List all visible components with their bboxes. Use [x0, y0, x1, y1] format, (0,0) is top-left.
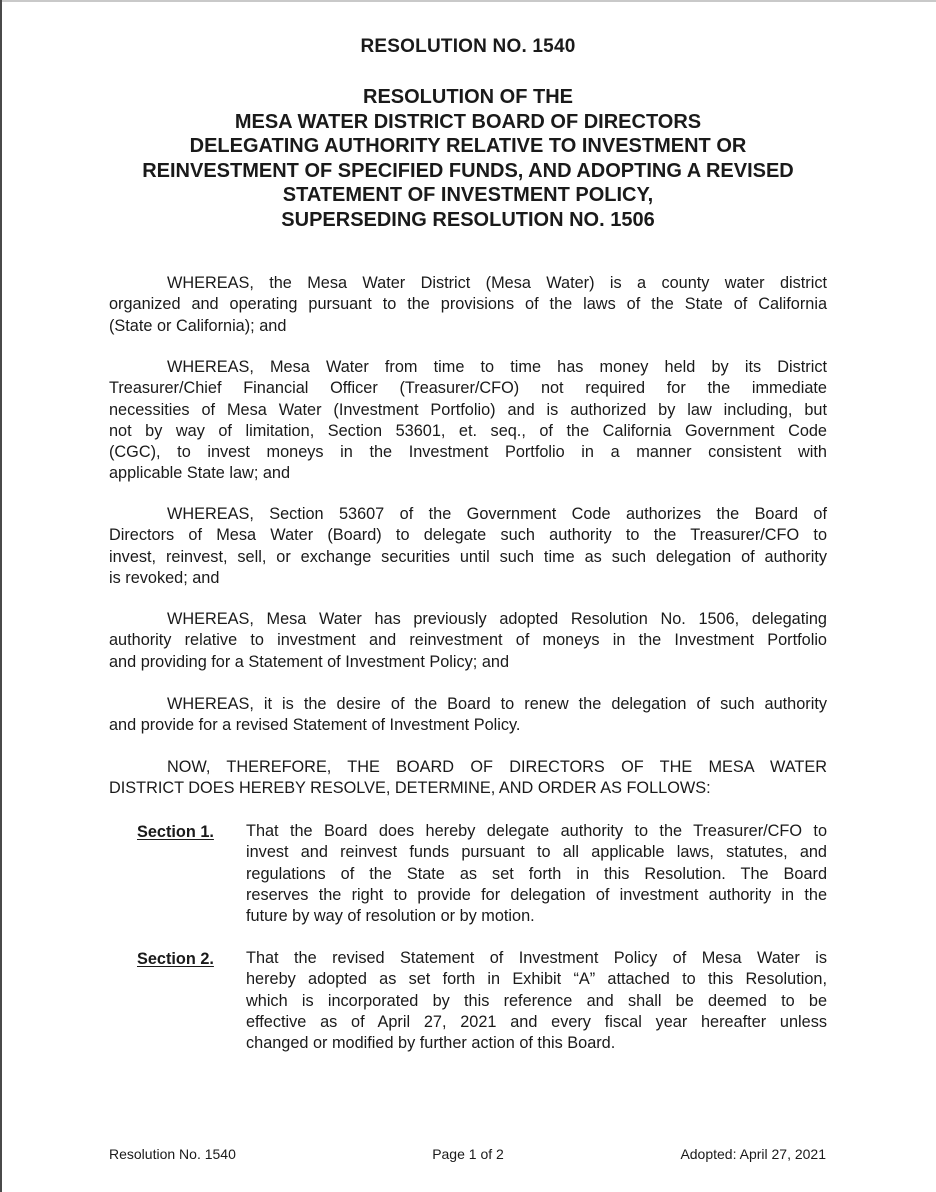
paragraph-line: invest, reinvest, sell, or exchange securities until such time as such delegation of authority [109, 547, 827, 566]
paragraph-line: (CGC), to invest moneys in the Investment Portfolio in a manner consistent with [109, 443, 827, 462]
section-2-body [246, 948, 827, 1054]
section-line: changed or modified by further action of this Board. [246, 1034, 616, 1053]
resolution-number: RESOLUTION NO. 1540 [360, 36, 576, 57]
section-line: hereby adopted as set forth in Exhibit “A” attached to this Resolution, [246, 970, 827, 989]
title-line: REINVESTMENT OF SPECIFIED FUNDS, AND ADOPTING A REVISED [142, 159, 794, 182]
paragraph-line: WHEREAS, the Mesa Water District (Mesa Water) is a county water district [167, 274, 827, 292]
paragraph-line: NOW, THEREFORE, THE BOARD OF DIRECTORS OF THE MESA WATER [167, 758, 827, 776]
footer-adopted-date: Adopted: April 27, 2021 [680, 1146, 826, 1162]
title-line: DELEGATING AUTHORITY RELATIVE TO INVESTMENT OR [189, 135, 747, 157]
title-line: SUPERSEDING RESOLUTION NO. 1506 [281, 208, 655, 231]
section-line: regulations of the State as set forth in this Resolution. The Board [246, 864, 827, 883]
paragraph-line: WHEREAS, Mesa Water from time to time has money held by its District [167, 358, 827, 376]
whereas-paragraph-4 [109, 609, 827, 673]
section-line: That the revised Statement of Investment Policy of Mesa Water is [246, 949, 827, 967]
title-line: STATEMENT OF INVESTMENT POLICY, [282, 184, 654, 206]
page-top-edge [0, 0, 936, 2]
section-line: which is incorporated by this reference and shall be deemed to be [246, 991, 827, 1010]
section-line: reserves the right to provide for delegation of investment authority in the [246, 885, 827, 904]
paragraph-line: Treasurer/Chief Financial Officer (Treasurer/CFO) not required for the immediate [109, 379, 827, 398]
section-1-label: Section 1. [137, 823, 214, 841]
paragraph-line: Directors of Mesa Water (Board) to delegate such authority to the Treasurer/CFO to [109, 526, 827, 545]
paragraph-line: WHEREAS, Section 53607 of the Government Code authorizes the Board of [167, 505, 827, 523]
footer-resolution-number: Resolution No. 1540 [109, 1146, 236, 1162]
footer-page-number: Page 1 of 2 [432, 1146, 504, 1162]
resolved-paragraph [109, 757, 827, 800]
paragraph-line: (State or California); and [109, 316, 287, 335]
paragraph-line: WHEREAS, it is the desire of the Board to renew the delegation of such authority [167, 695, 827, 713]
title-line: MESA WATER DISTRICT BOARD OF DIRECTORS [234, 110, 702, 133]
title-line: RESOLUTION OF THE [363, 86, 573, 108]
paragraph-line: necessities of Mesa Water (Investment Portfolio) and is authorized by law including, but [109, 400, 827, 419]
section-line: That the Board does hereby delegate authority to the Treasurer/CFO to [246, 822, 827, 840]
section-line: effective as of April 27, 2021 and every fiscal year hereafter unless [246, 1012, 827, 1031]
section-2-label: Section 2. [137, 950, 214, 968]
paragraph-line: not by way of limitation, Section 53601, et. seq., of the California Government Code [109, 421, 827, 440]
whereas-paragraph-5 [109, 694, 827, 737]
paragraph-line: WHEREAS, Mesa Water has previously adopted Resolution No. 1506, delegating [167, 610, 827, 628]
whereas-paragraph-3 [109, 504, 827, 589]
whereas-paragraph-2 [109, 357, 827, 485]
section-line: future by way of resolution or by motion. [246, 907, 535, 926]
paragraph-line: authority relative to investment and reinvestment of moneys in the Investment Portfolio [109, 631, 827, 650]
paragraph-line: and providing for a Statement of Investment Policy; and [109, 652, 510, 671]
section-line: invest and reinvest funds pursuant to all applicable laws, statutes, and [246, 843, 827, 862]
paragraph-line: organized and operating pursuant to the provisions of the laws of the State of California [109, 295, 827, 314]
paragraph-line: and provide for a revised Statement of Investment Policy. [109, 716, 521, 735]
paragraph-line: applicable State law; and [109, 464, 291, 483]
section-1-body [246, 821, 827, 927]
paragraph-line: DISTRICT DOES HEREBY RESOLVE, DETERMINE, AND ORDER AS FOLLOWS: [109, 779, 711, 798]
resolution-title [0, 85, 936, 232]
whereas-paragraph-1 [109, 273, 827, 337]
paragraph-line: is revoked; and [109, 568, 220, 587]
